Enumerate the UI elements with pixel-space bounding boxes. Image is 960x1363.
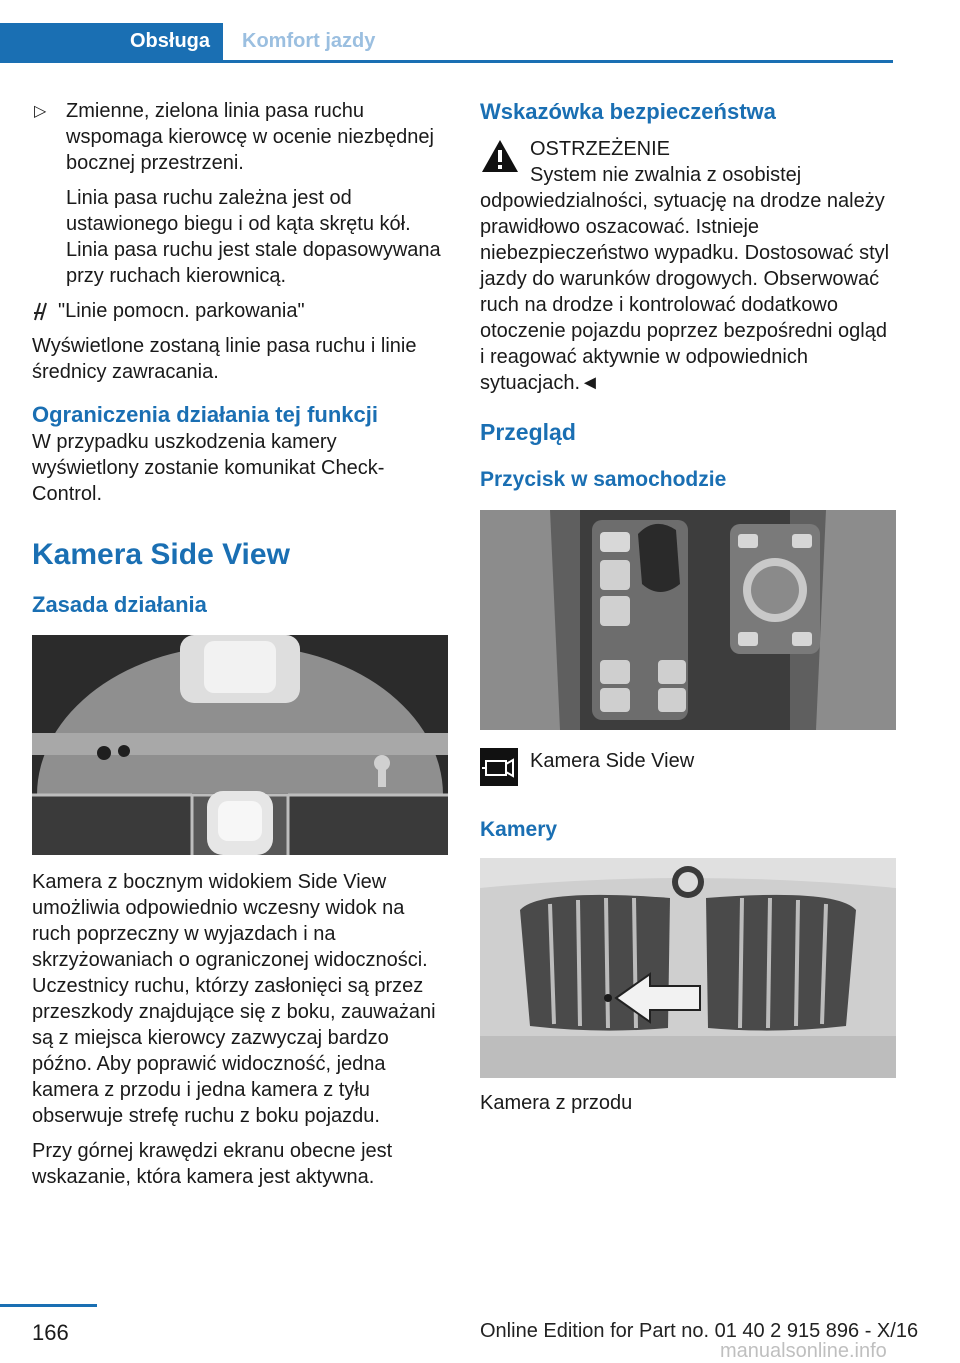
menu-item-line (32, 298, 448, 324)
warning-title: OSTRZEŻENIE (530, 138, 671, 160)
paragraph-indicator: Przy górnej krawędzi ekranu obecne jest wskazanie, która kamera jest aktywna. (32, 1140, 393, 1188)
menu-item-label: "Linie pomocn. parkowania" (58, 300, 305, 322)
edition-footer: Online Edition for Part no. 01 40 2 915 896 - X/16 (480, 1320, 919, 1342)
header-bar (0, 23, 893, 62)
page-number: 166 (32, 1320, 69, 1345)
button-label: Kamera Side View (530, 750, 695, 772)
section-heading-overview: Przegląd (480, 419, 576, 445)
warning-text: System nie zwalnia z osobistej odpowiedzialności, sytuację na drodze należy prawidłowo oszacować. Istnieje niebezpieczeństwo wypadku. Dostosować styl jazdy do warunków drogowych. Obserwować ruch na drodze i kontrolować dodatkowo otoczenie pojazdu poprzez bezpośredni ogląd i reagować aktywnie w odpowiednich sytuacjach.◄ (480, 164, 890, 394)
warning-triangle-icon (480, 138, 520, 174)
console-button-photo (480, 510, 896, 730)
parking-lines-icon (32, 301, 50, 321)
chapter-heading: Kamera Side View (32, 538, 290, 571)
paragraph-principle: Kamera z bocznym widokiem Side View umożliwia odpowiednio wczesny widok na ruch poprzeczny w wyjazdach i na skrzyżowaniach o ograniczonej widoczności. Uczestnicy ruchu, którzy zasłonięci są przez przeszkody znajdujące się z boku, zauważani są z miejsca kierowcy zazwyczaj bardzo późno. Aby poprawić widoczność, jedna kamera z przodu i jedna kamera z tyłu obserwuje strefę ruchu z boku pojazdu. (32, 871, 436, 1127)
front-camera-photo (480, 858, 896, 1078)
side-view-camera-icon (480, 748, 518, 786)
bullet-text: Zmienne, zielona linia pasa ruchu wspomaga kierowcę w ocenie niezbędnej bocznej przestrzeni. (66, 100, 434, 174)
tab-komfort-jazdy[interactable]: Komfort jazdy (242, 30, 376, 52)
button-legend (480, 748, 896, 790)
sub-heading-button: Przycisk w samochodzie (480, 468, 727, 491)
warning-box (480, 136, 896, 396)
caption-front-camera: Kamera z przodu (480, 1092, 633, 1114)
triangle-bullet-icon: ▷ (34, 103, 47, 120)
watermark: manualsonline.info (720, 1340, 887, 1362)
section-heading-limits: Ograniczenia działania tej funkcji (32, 402, 378, 427)
side-view-illustration (32, 635, 448, 855)
section-heading-safety: Wskazówka bezpieczeństwa (480, 99, 776, 124)
bullet-item (32, 98, 448, 176)
left-column (32, 98, 448, 1190)
footer-rule (0, 1304, 97, 1307)
section-heading-principle: Zasada działania (32, 592, 207, 617)
paragraph: Wyświetlone zostaną linie pasa ruchu i linie średnicy zawracania. (32, 335, 417, 383)
tab-obsluga[interactable]: Obsługa (0, 23, 223, 60)
bullet-continuation: Linia pasa ruchu zależna jest od ustawionego biegu i od kąta skrętu kół. Linia pasa ruchu jest stale dopasowywana przy ruchach kierownicą. (66, 187, 441, 287)
sub-heading-cameras: Kamery (480, 818, 558, 841)
right-column (480, 98, 896, 1116)
paragraph-limits: W przypadku uszkodzenia kamery wyświetlony zostanie komunikat Check-Control. (32, 431, 385, 505)
header-rule (0, 60, 893, 63)
